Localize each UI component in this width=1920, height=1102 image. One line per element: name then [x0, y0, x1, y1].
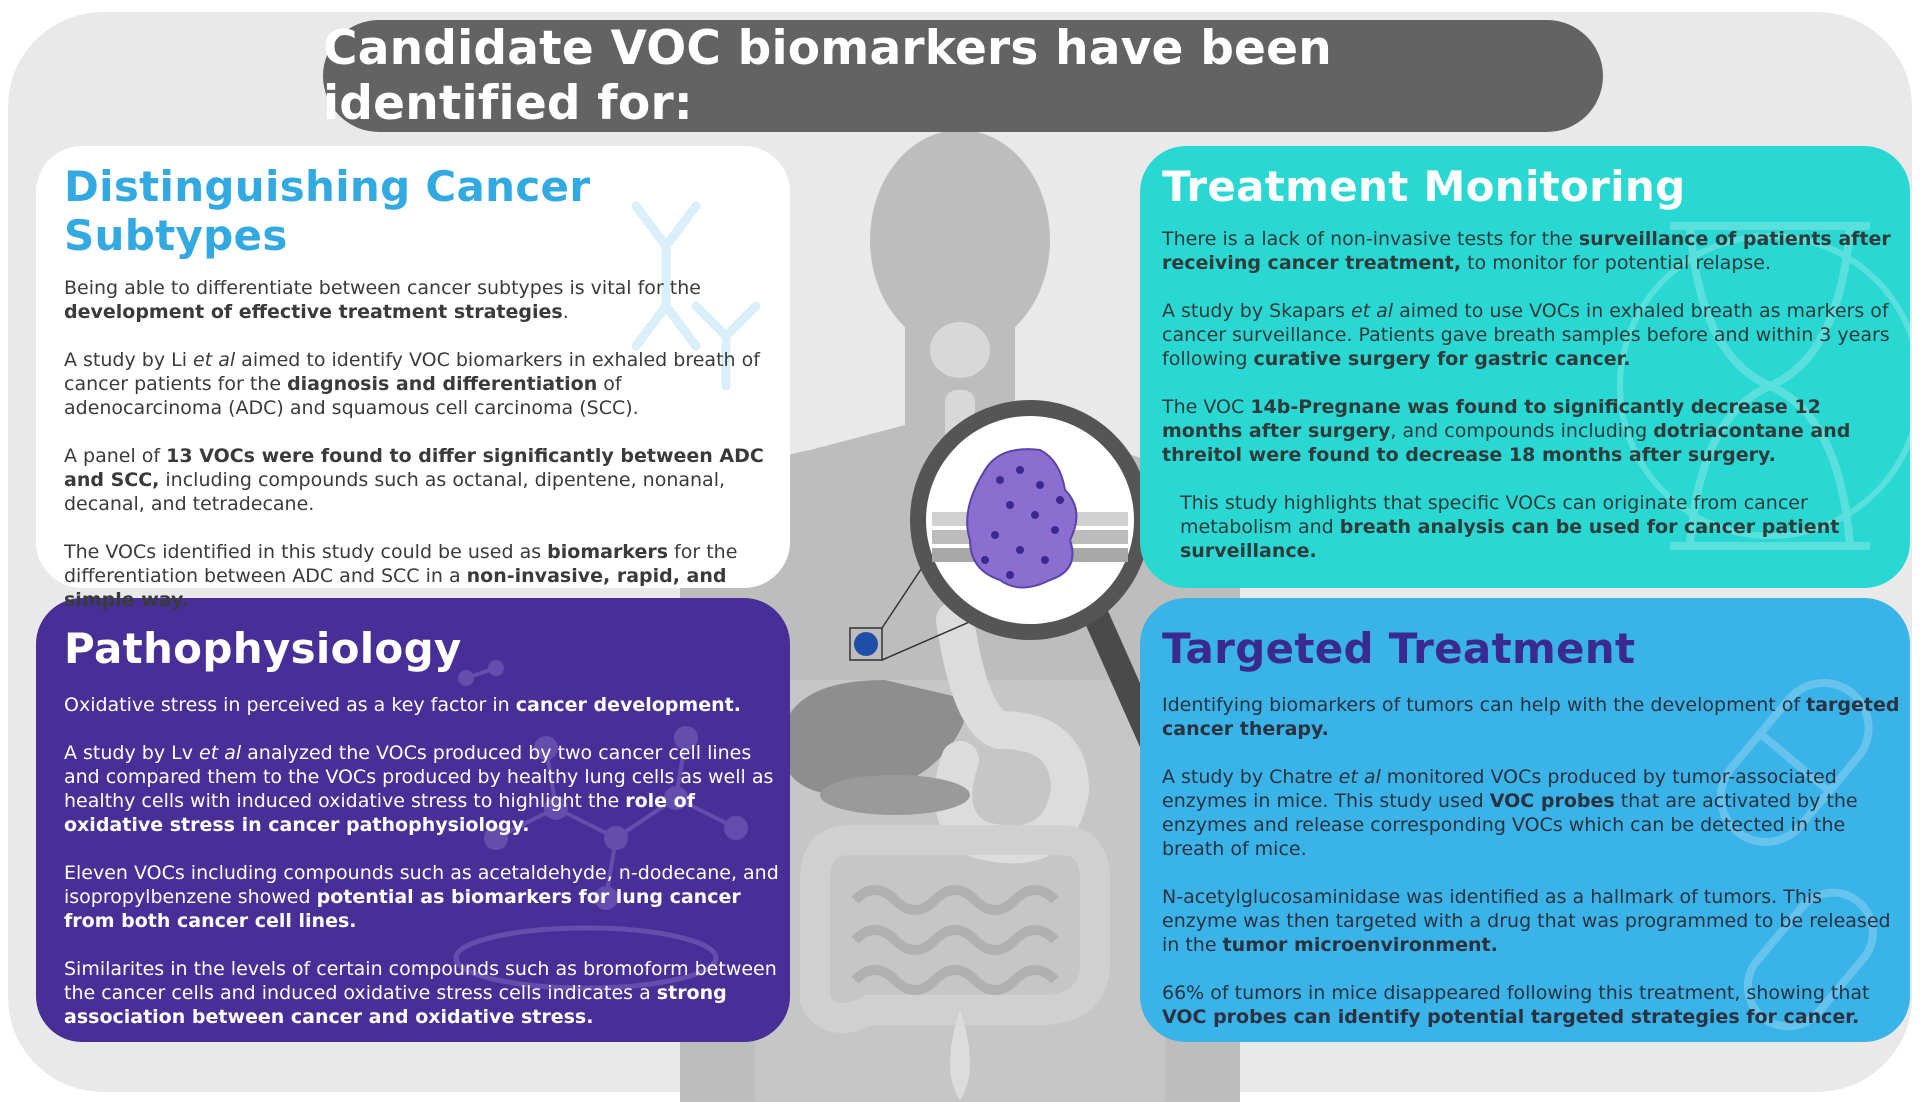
pathophysiology-body	[64, 693, 780, 1029]
emphasis: surveillance of patients after receiving cancer treatment,	[1162, 228, 1891, 274]
targeted-paragraph-2	[1162, 765, 1902, 861]
italic-text: et al	[193, 349, 236, 371]
card-pathophysiology	[36, 598, 790, 1042]
emphasis: 14b-Pregnane was found to significantly decrease 12 months after surgery	[1162, 396, 1821, 442]
text: .	[562, 301, 569, 323]
targeted-paragraph-1	[1162, 693, 1902, 741]
text: Being able to differentiate between cancer subtypes is vital for the	[64, 277, 701, 299]
emphasis: VOC probes	[1489, 790, 1615, 812]
page-title: Candidate VOC biomarkers have been identified for:	[323, 21, 1332, 131]
text: analyzed the VOCs produced by two cancer cell lines and compared them to the VOCs produced by healthy lung cells as well as healthy cells with induced oxidative stress to highlight the	[64, 742, 774, 812]
text: A study by Lv	[64, 742, 199, 764]
pathophysiology-paragraph-3	[64, 861, 780, 933]
monitoring-body	[1162, 227, 1902, 563]
emphasis: curative surgery for gastric cancer.	[1253, 348, 1631, 370]
text: of adenocarcinoma (ADC) and squamous cell carcinoma (SCC).	[64, 373, 639, 419]
card-treatment-monitoring	[1140, 146, 1910, 588]
subtypes-paragraph-3	[64, 444, 780, 516]
targeted-paragraph-3	[1162, 885, 1902, 957]
subtypes-heading: Distinguishing Cancer Subtypes	[64, 162, 591, 260]
subtypes-paragraph-1	[64, 276, 780, 324]
monitoring-heading: Treatment Monitoring	[1162, 162, 1686, 211]
text: A panel of	[64, 445, 167, 467]
subtypes-body	[64, 276, 780, 612]
monitoring-paragraph-3	[1162, 395, 1902, 467]
text: Similarites in the levels of certain compounds such as bromoform between the cancer cells and induced oxidative stress cells indicates a	[64, 958, 777, 1004]
emphasis: potential as biomarkers for lung cancer from both cancer cell lines.	[64, 886, 741, 932]
text: Identifying biomarkers of tumors can help with the development of	[1162, 694, 1807, 716]
text: This study highlights that specific VOCs can originate from cancer metabolism and	[1180, 492, 1808, 538]
italic-text: et al	[1338, 766, 1381, 788]
text: for the differentiation between ADC and SCC in a	[64, 541, 738, 587]
card-distinguishing-cancer-subtypes	[36, 146, 790, 611]
text: A study by Chatre	[1162, 766, 1339, 788]
emphasis: VOC probes can identify potential targeted strategies for cancer.	[1162, 1006, 1860, 1028]
tumor-marker-icon	[854, 632, 878, 656]
text: aimed to identify VOC biomarkers in exhaled breath of cancer patients for the	[64, 349, 760, 395]
text: The VOC	[1162, 396, 1251, 418]
text: The VOCs identified in this study could be used as	[64, 541, 548, 563]
title-banner	[323, 20, 1603, 132]
text: including compounds such as octanal, dipentene, nonanal, decanal, and tetradecane.	[64, 469, 726, 515]
card-targeted-treatment	[1140, 598, 1910, 1042]
emphasis: 13 VOCs were found to differ significantly between ADC and SCC,	[64, 445, 764, 491]
monitoring-paragraph-2	[1162, 299, 1902, 371]
monitoring-paragraph-4	[1162, 491, 1902, 563]
emphasis: tumor microenvironment.	[1222, 934, 1498, 956]
targeted-body	[1162, 693, 1902, 1029]
emphasis: breath analysis can be used for cancer patient surveillance.	[1180, 516, 1840, 562]
emphasis: diagnosis and differentiation	[287, 373, 598, 395]
text: Oxidative stress in perceived as a key factor in	[64, 694, 516, 716]
text: to monitor for potential relapse.	[1461, 252, 1772, 274]
pathophysiology-heading: Pathophysiology	[64, 624, 462, 673]
emphasis: biomarkers	[547, 541, 669, 563]
text: , and compounds including	[1390, 420, 1654, 442]
emphasis: dotriacontane and threitol were found to decrease 18 months after surgery.	[1162, 420, 1851, 466]
text: aimed to use VOCs in exhaled breath as markers of cancer surveillance. Patients gave breath samples before and within 3 years following	[1162, 300, 1890, 370]
monitoring-paragraph-1	[1162, 227, 1902, 275]
pathophysiology-paragraph-1	[64, 693, 780, 717]
text: monitored VOCs produced by tumor-associated enzymes in mice. This study used	[1162, 766, 1837, 812]
emphasis: strong association between cancer and oxidative stress.	[64, 982, 727, 1028]
emphasis: non-invasive, rapid, and simple way.	[64, 565, 727, 611]
subtypes-paragraph-2	[64, 348, 780, 420]
targeted-heading: Targeted Treatment	[1162, 624, 1636, 673]
emphasis: role of oxidative stress in cancer pathophysiology.	[64, 790, 695, 836]
pathophysiology-paragraph-2	[64, 741, 780, 837]
targeted-paragraph-4	[1162, 981, 1902, 1029]
emphasis: targeted cancer therapy.	[1162, 694, 1900, 740]
text: that are activated by the enzymes and release corresponding VOCs which can be detected in the breath of mice.	[1162, 790, 1858, 860]
text: A study by Skapars	[1162, 300, 1351, 322]
emphasis: development of effective treatment strategies	[64, 301, 563, 323]
emphasis: cancer development.	[515, 694, 741, 716]
subtypes-paragraph-4	[64, 540, 780, 612]
text: Eleven VOCs including compounds such as acetaldehyde, n-dodecane, and isopropylbenzene showed	[64, 862, 779, 908]
italic-text: et al	[1350, 300, 1394, 322]
text: N-acetylglucosaminidase was identified as a hallmark of tumors. This enzyme was then targeted with a drug that was programmed to be released in the	[1162, 886, 1891, 956]
italic-text: et al	[199, 742, 242, 764]
pathophysiology-paragraph-4	[64, 957, 780, 1029]
text: There is a lack of non-invasive tests for the	[1162, 228, 1579, 250]
text: 66% of tumors in mice disappeared following this treatment, showing that	[1162, 982, 1870, 1004]
text: A study by Li	[64, 349, 194, 371]
